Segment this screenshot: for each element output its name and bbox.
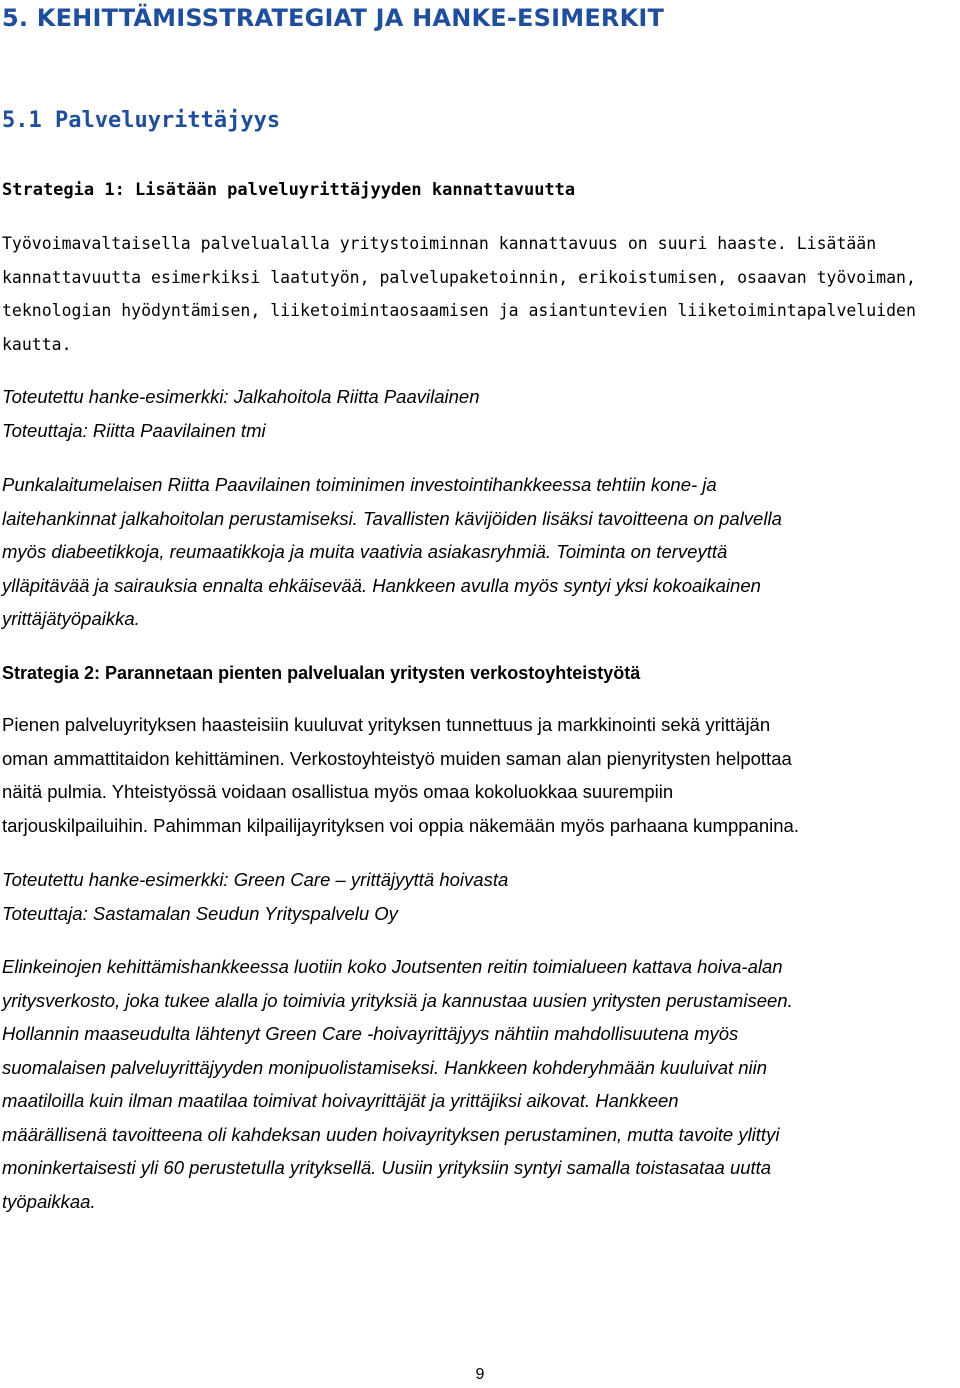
strategy-1-title: Strategia 1: Lisätään palveluyrittäjyyden kannattavuutta bbox=[2, 180, 576, 200]
strategy-1-body bbox=[2, 227, 960, 361]
strategy-2-example-body bbox=[2, 950, 960, 1218]
page-number: 9 bbox=[475, 1366, 485, 1383]
strategy-1-example-line: Punkalaitumelaisen Riitta Paavilainen toiminimen investointihankkeessa tehtiin kone- ja bbox=[2, 474, 717, 495]
strategy-2-example-line: määrällisenä tavoitteena oli kahdeksan uuden hoivayrityksen perustaminen, mutta tavoite ylittyi bbox=[2, 1123, 780, 1145]
strategy-1-example-header bbox=[2, 380, 960, 447]
strategy-2-implementer: Toteuttaja: Sastamalan Seudun Yrityspalvelu Oy bbox=[2, 902, 398, 924]
strategy-2-example-title: Toteutettu hanke-esimerkki: Green Care – yrittäjyyttä hoivasta bbox=[2, 869, 509, 890]
strategy-1-body-line: Työvoimavaltaisella palvelualalla yritystoiminnan kannattavuus on suuri haaste. Lisätään bbox=[2, 234, 877, 253]
strategy-2-body-line: näitä pulmia. Yhteistyössä voidaan osallistua myös omaa kokoluokkaa suurempiin bbox=[2, 781, 674, 802]
strategy-2-example-line: Elinkeinojen kehittämishankkeessa luotiin koko Joutsenten reitin toimialueen kattava hoiva-alan bbox=[2, 956, 783, 977]
strategy-1-body-line: kannattavuutta esimerkiksi laatutyön, palvelupaketoinnin, erikoistumisen, osaavan työvoiman, bbox=[2, 267, 916, 287]
strategy-1-body-line: teknologian hyödyntämisen, liiketoimintaosaamisen ja asiantuntevien liiketoimintapalveluiden bbox=[2, 301, 916, 320]
strategy-2-example-line: yritysverkosto, joka tukee alalla jo toimivia yrityksiä ja kannustaa uusien yritysten perustamiseen. bbox=[2, 989, 793, 1011]
strategy-1-implementer: Toteuttaja: Riitta Paavilainen tmi bbox=[2, 419, 266, 441]
strategy-1-example-line: myös diabeetikkoja, reumaatikkoja ja muita vaativia asiakasryhmiä. Toiminta on terveyttä bbox=[2, 541, 728, 562]
strategy-2-body-line: Pienen palveluyrityksen haasteisiin kuuluvat yrityksen tunnettuus ja markkinointi sekä yrittäjän bbox=[2, 714, 771, 735]
strategy-2-title: Strategia 2: Parannetaan pienten palvelualan yritysten verkostoyhteistyötä bbox=[2, 663, 641, 683]
strategy-1-example-line: laitehankinnat jalkahoitolan perustamiseksi. Tavallisten kävijöiden lisäksi tavoitteena on palvella bbox=[2, 507, 782, 529]
strategy-1-example-title: Toteutettu hanke-esimerkki: Jalkahoitola Riitta Paavilainen bbox=[2, 386, 480, 407]
strategy-2-example-line: maatiloilla kuin ilman maatilaa toimivat hoivayrittäjät ja yrittäjiksi aikovat. Hankkeen bbox=[2, 1090, 679, 1111]
strategy-1-body-line: kautta. bbox=[2, 334, 72, 354]
strategy-1-example-line: ylläpitävää ja sairauksia ennalta ehkäisevää. Hankkeen avulla myös syntyi yksi kokoaikainen bbox=[2, 574, 761, 596]
strategy-2-example-line: moninkertaisesti yli 60 perustetulla yrityksellä. Uusiin yrityksiin syntyi samalla toistasataa uutta bbox=[2, 1157, 772, 1178]
strategy-2-body-line: tarjouskilpailuihin. Pahimman kilpailijayrityksen voi oppia näkemään myös parhaana kumppanina. bbox=[2, 814, 799, 836]
strategy-2-example-header bbox=[2, 863, 960, 930]
section-title: 5.1 Palveluyrittäjyys bbox=[2, 108, 281, 133]
chapter-title: 5. KEHITTÄMISSTRATEGIAT JA HANKE-ESIMERKIT bbox=[2, 4, 665, 32]
strategy-2-example-line: työpaikkaa. bbox=[2, 1190, 96, 1212]
strategy-2-example-line: suomalaisen palveluyrittäjyyden monipuolistamiseksi. Hankkeen kohderyhmään kuuluivat niin bbox=[2, 1056, 768, 1078]
strategy-1-example-line: yrittäjätyöpaikka. bbox=[2, 608, 140, 629]
strategy-2-body bbox=[2, 708, 960, 842]
strategy-2-example-line: Hollannin maaseudulta lähtenyt Green Care -hoivayrittäjyys nähtiin mahdollisuutena myös bbox=[2, 1023, 739, 1044]
strategy-1-example-body bbox=[2, 468, 960, 636]
strategy-2-body-line: oman ammattitaidon kehittäminen. Verkostoyhteistyö muiden saman alan pienyritysten helpottaa bbox=[2, 747, 792, 769]
